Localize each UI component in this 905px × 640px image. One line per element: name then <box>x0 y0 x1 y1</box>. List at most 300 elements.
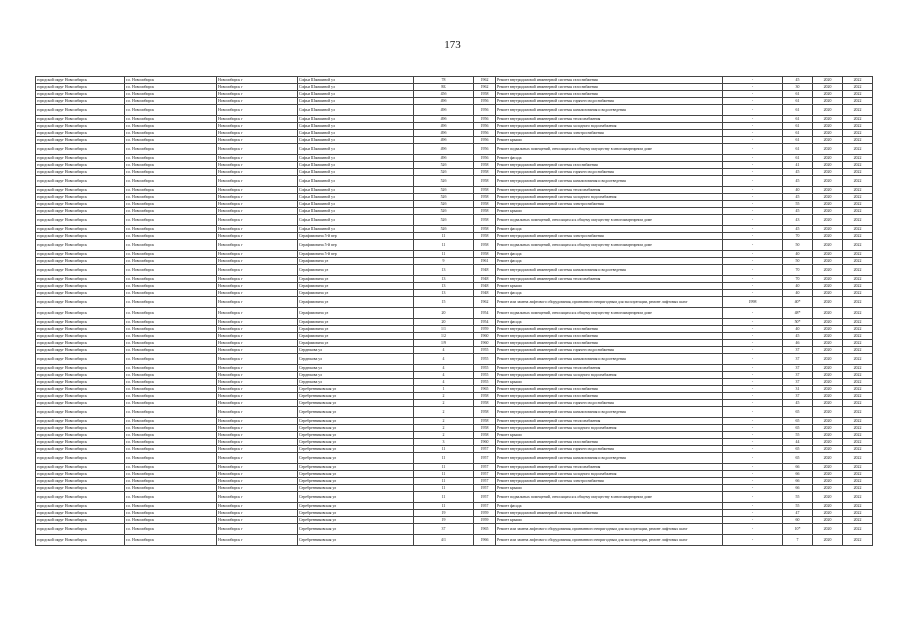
build-year-cell: 1958 <box>474 400 496 407</box>
city-district-cell: г.о. Новосибирск <box>125 439 217 446</box>
locality-cell: Новосибирск г <box>217 77 298 84</box>
work-type-cell: Ремонт внутридомовой инженерной системы холодного водоснабжения <box>496 123 723 130</box>
wear-percent-cell: 66 <box>783 485 813 492</box>
municipal-district-cell: городской округ Новосибирск <box>36 130 125 137</box>
municipal-district-cell: городской округ Новосибирск <box>36 453 125 464</box>
build-year-cell: 1957 <box>474 485 496 492</box>
city-district-cell: г.о. Новосибирск <box>125 503 217 510</box>
plan-start-cell: 2020 <box>813 503 843 510</box>
street-cell: Серафимовича ул <box>298 283 414 290</box>
build-year-cell: 1958 <box>474 187 496 194</box>
table-row <box>36 187 873 194</box>
municipal-district-cell: городской округ Новосибирск <box>36 333 125 340</box>
lift-year-cell: - <box>723 98 783 105</box>
table-body <box>36 77 873 546</box>
plan-end-cell: 2022 <box>843 251 873 258</box>
city-district-cell: г.о. Новосибирск <box>125 208 217 215</box>
municipal-district-cell: городской округ Новосибирск <box>36 251 125 258</box>
build-year-cell: 1958 <box>474 425 496 432</box>
plan-end-cell: 2022 <box>843 144 873 155</box>
work-type-cell: Ремонт внутридомовой инженерной системы теплоснабжения <box>496 464 723 471</box>
municipal-district-cell: городской округ Новосибирск <box>36 144 125 155</box>
plan-start-cell: 2020 <box>813 319 843 326</box>
locality-cell: Новосибирск г <box>217 98 298 105</box>
municipal-district-cell: городской округ Новосибирск <box>36 464 125 471</box>
table-row <box>36 233 873 240</box>
street-cell: Софьи Шамшиной ул <box>298 105 414 116</box>
plan-start-cell: 2020 <box>813 155 843 162</box>
plan-end-cell: 2022 <box>843 464 873 471</box>
table-row <box>36 510 873 517</box>
table-row <box>36 418 873 425</box>
house-number-cell: 4 <box>414 347 474 354</box>
street-cell: Серафимовича ул <box>298 319 414 326</box>
plan-end-cell: 2022 <box>843 340 873 347</box>
street-cell: Софьи Шамшиной ул <box>298 84 414 91</box>
work-type-cell: Ремонт внутридомовой инженерной системы канализования и водоотведения <box>496 176 723 187</box>
lift-year-cell: - <box>723 372 783 379</box>
lift-year-cell: - <box>723 276 783 283</box>
city-district-cell: г.о. Новосибирск <box>125 226 217 233</box>
house-number-cell: 20 <box>414 308 474 319</box>
municipal-district-cell: городской округ Новосибирск <box>36 400 125 407</box>
city-district-cell: г.о. Новосибирск <box>125 258 217 265</box>
house-number-cell: 19 <box>414 517 474 524</box>
work-type-cell: Ремонт внутридомовой инженерной системы горячего водоснабжения <box>496 347 723 354</box>
house-number-cell: 49б <box>414 137 474 144</box>
city-district-cell: г.о. Новосибирск <box>125 326 217 333</box>
street-cell: Сердюкова ул <box>298 379 414 386</box>
municipal-district-cell: городской округ Новосибирск <box>36 503 125 510</box>
wear-percent-cell: 43 <box>783 215 813 226</box>
build-year-cell: 1961 <box>474 258 496 265</box>
municipal-district-cell: городской округ Новосибирск <box>36 485 125 492</box>
city-district-cell: г.о. Новосибирск <box>125 432 217 439</box>
build-year-cell: 1958 <box>474 208 496 215</box>
plan-start-cell: 2020 <box>813 418 843 425</box>
table-row <box>36 130 873 137</box>
city-district-cell: г.о. Новосибирск <box>125 162 217 169</box>
street-cell: Серебренниковская ул <box>298 418 414 425</box>
locality-cell: Новосибирск г <box>217 393 298 400</box>
plan-start-cell: 2020 <box>813 201 843 208</box>
wear-percent-cell: 50 <box>783 240 813 251</box>
build-year-cell: 1958 <box>474 226 496 233</box>
street-cell: Серебренниковская ул <box>298 471 414 478</box>
city-district-cell: г.о. Новосибирск <box>125 176 217 187</box>
house-number-cell: 2 <box>414 425 474 432</box>
city-district-cell: г.о. Новосибирск <box>125 283 217 290</box>
house-number-cell: 11 <box>414 233 474 240</box>
street-cell: Сердюкова ул <box>298 354 414 365</box>
work-type-cell: Ремонт внутридомовой инженерной системы холодного водоснабжения <box>496 471 723 478</box>
plan-start-cell: 2020 <box>813 372 843 379</box>
street-cell: Серафимовича ул <box>298 308 414 319</box>
build-year-cell: 1960 <box>474 340 496 347</box>
lift-year-cell: - <box>723 240 783 251</box>
table-row <box>36 283 873 290</box>
wear-percent-cell: 37 <box>783 354 813 365</box>
table-row <box>36 347 873 354</box>
plan-end-cell: 2022 <box>843 425 873 432</box>
build-year-cell: 1962 <box>474 84 496 91</box>
municipal-district-cell: городской округ Новосибирск <box>36 162 125 169</box>
wear-percent-cell: 61 <box>783 116 813 123</box>
plan-start-cell: 2020 <box>813 340 843 347</box>
work-type-cell: Ремонт внутридомовой инженерной системы горячего водоснабжения <box>496 169 723 176</box>
house-number-cell: 4 <box>414 354 474 365</box>
house-number-cell: 52б <box>414 215 474 226</box>
plan-start-cell: 2020 <box>813 386 843 393</box>
locality-cell: Новосибирск г <box>217 144 298 155</box>
wear-percent-cell: 61 <box>783 98 813 105</box>
municipal-district-cell: городской округ Новосибирск <box>36 233 125 240</box>
lift-year-cell: - <box>723 208 783 215</box>
work-type-cell: Ремонт внутридомовой инженерной системы электроснабжения <box>496 201 723 208</box>
locality-cell: Новосибирск г <box>217 297 298 308</box>
plan-start-cell: 2020 <box>813 326 843 333</box>
work-type-cell: Ремонт внутридомовой инженерной системы канализования и водоотведения <box>496 354 723 365</box>
city-district-cell: г.о. Новосибирск <box>125 144 217 155</box>
locality-cell: Новосибирск г <box>217 485 298 492</box>
locality-cell: Новосибирск г <box>217 215 298 226</box>
plan-start-cell: 2020 <box>813 492 843 503</box>
street-cell: Софьи Шамшиной ул <box>298 91 414 98</box>
build-year-cell: 1958 <box>474 215 496 226</box>
street-cell: Сердюкова ул <box>298 372 414 379</box>
wear-percent-cell: 45 <box>783 226 813 233</box>
build-year-cell: 1962 <box>474 77 496 84</box>
plan-end-cell: 2022 <box>843 187 873 194</box>
lift-year-cell: - <box>723 354 783 365</box>
house-number-cell: 1/2 <box>414 333 474 340</box>
wear-percent-cell: 45 <box>783 169 813 176</box>
locality-cell: Новосибирск г <box>217 258 298 265</box>
street-cell: Софьи Шамшиной ул <box>298 123 414 130</box>
plan-end-cell: 2022 <box>843 116 873 123</box>
plan-start-cell: 2020 <box>813 425 843 432</box>
lift-year-cell: - <box>723 365 783 372</box>
lift-year-cell: - <box>723 407 783 418</box>
plan-end-cell: 2022 <box>843 492 873 503</box>
lift-year-cell: - <box>723 418 783 425</box>
build-year-cell: 1957 <box>474 478 496 485</box>
lift-year-cell: - <box>723 105 783 116</box>
wear-percent-cell: 44 <box>783 439 813 446</box>
table-row <box>36 326 873 333</box>
build-year-cell: 1959 <box>474 326 496 333</box>
house-number-cell: 1/9 <box>414 340 474 347</box>
wear-percent-cell: 40 <box>783 290 813 297</box>
work-type-cell: Ремонт внутридомовой инженерной системы газоснабжения <box>496 340 723 347</box>
lift-year-cell: - <box>723 492 783 503</box>
wear-percent-cell: 70 <box>783 233 813 240</box>
plan-start-cell: 2020 <box>813 333 843 340</box>
table-row <box>36 240 873 251</box>
plan-start-cell: 2020 <box>813 283 843 290</box>
municipal-district-cell: городской округ Новосибирск <box>36 226 125 233</box>
municipal-district-cell: городской округ Новосибирск <box>36 326 125 333</box>
lift-year-cell: - <box>723 123 783 130</box>
wear-percent-cell: 61 <box>783 137 813 144</box>
house-number-cell: 11 <box>414 446 474 453</box>
table-row <box>36 84 873 91</box>
city-district-cell: г.о. Новосибирск <box>125 169 217 176</box>
table-row <box>36 432 873 439</box>
wear-percent-cell: 37 <box>783 393 813 400</box>
wear-percent-cell: 46 <box>783 340 813 347</box>
lift-year-cell: - <box>723 432 783 439</box>
street-cell: Софьи Шамшиной ул <box>298 194 414 201</box>
house-number-cell: 1 <box>414 386 474 393</box>
work-type-cell: Ремонт внутридомовой инженерной системы газоснабжения <box>496 333 723 340</box>
work-type-cell: Ремонт или замена лифтового оборудования, признанного непригодным для эксплуатации, ремонт лифтовых шахт <box>496 524 723 535</box>
build-year-cell: 1962 <box>474 297 496 308</box>
table-row <box>36 478 873 485</box>
lift-year-cell: - <box>723 137 783 144</box>
street-cell: Серебренниковская ул <box>298 510 414 517</box>
locality-cell: Новосибирск г <box>217 123 298 130</box>
city-district-cell: г.о. Новосибирск <box>125 187 217 194</box>
work-type-cell: Ремонт фасада <box>496 290 723 297</box>
build-year-cell: 1956 <box>474 137 496 144</box>
house-number-cell: 45б <box>414 91 474 98</box>
table-row <box>36 194 873 201</box>
lift-year-cell: - <box>723 535 783 546</box>
locality-cell: Новосибирск г <box>217 208 298 215</box>
plan-start-cell: 2020 <box>813 169 843 176</box>
street-cell: Софьи Шамшиной ул <box>298 187 414 194</box>
capital-repair-table <box>35 76 873 546</box>
plan-end-cell: 2022 <box>843 407 873 418</box>
locality-cell: Новосибирск г <box>217 233 298 240</box>
house-number-cell: 52б <box>414 176 474 187</box>
lift-year-cell: - <box>723 130 783 137</box>
plan-end-cell: 2022 <box>843 283 873 290</box>
city-district-cell: г.о. Новосибирск <box>125 464 217 471</box>
lift-year-cell: - <box>723 84 783 91</box>
municipal-district-cell: городской округ Новосибирск <box>36 98 125 105</box>
plan-end-cell: 2022 <box>843 98 873 105</box>
build-year-cell: 1958 <box>474 251 496 258</box>
house-number-cell: 11 <box>414 453 474 464</box>
plan-start-cell: 2020 <box>813 276 843 283</box>
city-district-cell: г.о. Новосибирск <box>125 517 217 524</box>
house-number-cell: 9 <box>414 258 474 265</box>
build-year-cell: 1954 <box>474 308 496 319</box>
street-cell: Сердюкова ул <box>298 347 414 354</box>
lift-year-cell: 1998 <box>723 297 783 308</box>
plan-start-cell: 2020 <box>813 208 843 215</box>
municipal-district-cell: городской округ Новосибирск <box>36 386 125 393</box>
city-district-cell: г.о. Новосибирск <box>125 290 217 297</box>
lift-year-cell: - <box>723 176 783 187</box>
plan-end-cell: 2022 <box>843 308 873 319</box>
wear-percent-cell: 37 <box>783 372 813 379</box>
wear-percent-cell: 61 <box>783 105 813 116</box>
house-number-cell: 2 <box>414 400 474 407</box>
city-district-cell: г.о. Новосибирск <box>125 393 217 400</box>
street-cell: Серафимовича ул <box>298 340 414 347</box>
work-type-cell: Ремонт внутридомовой инженерной системы газоснабжения <box>496 326 723 333</box>
street-cell: Серебренниковская ул <box>298 386 414 393</box>
table-row <box>36 123 873 130</box>
locality-cell: Новосибирск г <box>217 386 298 393</box>
table-row <box>36 379 873 386</box>
city-district-cell: г.о. Новосибирск <box>125 453 217 464</box>
table-row <box>36 485 873 492</box>
table-row <box>36 258 873 265</box>
plan-start-cell: 2020 <box>813 308 843 319</box>
locality-cell: Новосибирск г <box>217 130 298 137</box>
wear-percent-cell: 65 <box>783 446 813 453</box>
plan-end-cell: 2022 <box>843 347 873 354</box>
plan-start-cell: 2020 <box>813 432 843 439</box>
plan-start-cell: 2020 <box>813 144 843 155</box>
work-type-cell: Ремонт крыши <box>496 137 723 144</box>
house-number-cell: 13 <box>414 290 474 297</box>
municipal-district-cell: городской округ Новосибирск <box>36 308 125 319</box>
build-year-cell: 1948 <box>474 276 496 283</box>
table-row <box>36 208 873 215</box>
lift-year-cell: - <box>723 379 783 386</box>
work-type-cell: Ремонт фасада <box>496 226 723 233</box>
table-row <box>36 215 873 226</box>
plan-end-cell: 2022 <box>843 276 873 283</box>
wear-percent-cell: 66 <box>783 464 813 471</box>
lift-year-cell: - <box>723 464 783 471</box>
table-row <box>36 176 873 187</box>
work-type-cell: Ремонт крыши <box>496 283 723 290</box>
lift-year-cell: - <box>723 471 783 478</box>
table-row <box>36 354 873 365</box>
lift-year-cell: - <box>723 201 783 208</box>
wear-percent-cell: 31 <box>783 386 813 393</box>
plan-end-cell: 2022 <box>843 123 873 130</box>
house-number-cell: 52б <box>414 187 474 194</box>
wear-percent-cell: 37 <box>783 365 813 372</box>
city-district-cell: г.о. Новосибирск <box>125 400 217 407</box>
house-number-cell: 49б <box>414 116 474 123</box>
street-cell: Серебренниковская ул <box>298 524 414 535</box>
work-type-cell: Ремонт крыши <box>496 485 723 492</box>
plan-start-cell: 2020 <box>813 226 843 233</box>
lift-year-cell: - <box>723 333 783 340</box>
street-cell: Софьи Шамшиной ул <box>298 162 414 169</box>
street-cell: Серафимовича ул <box>298 333 414 340</box>
locality-cell: Новосибирск г <box>217 290 298 297</box>
plan-end-cell: 2022 <box>843 517 873 524</box>
municipal-district-cell: городской округ Новосибирск <box>36 319 125 326</box>
street-cell: Софьи Шамшиной ул <box>298 201 414 208</box>
house-number-cell: 37 <box>414 524 474 535</box>
municipal-district-cell: городской округ Новосибирск <box>36 407 125 418</box>
street-cell: Серебренниковская ул <box>298 432 414 439</box>
work-type-cell: Ремонт подвальных помещений, относящихся к общему имуществу в многоквартирном доме <box>496 215 723 226</box>
work-type-cell: Ремонт внутридомовой инженерной системы теплоснабжения <box>496 276 723 283</box>
municipal-district-cell: городской округ Новосибирск <box>36 105 125 116</box>
city-district-cell: г.о. Новосибирск <box>125 251 217 258</box>
table-row <box>36 297 873 308</box>
city-district-cell: г.о. Новосибирск <box>125 319 217 326</box>
table-row <box>36 251 873 258</box>
municipal-district-cell: городской округ Новосибирск <box>36 201 125 208</box>
work-type-cell: Ремонт внутридомовой инженерной системы холодного водоснабжения <box>496 372 723 379</box>
municipal-district-cell: городской округ Новосибирск <box>36 116 125 123</box>
wear-percent-cell: 55 <box>783 503 813 510</box>
locality-cell: Новосибирск г <box>217 471 298 478</box>
house-number-cell: 52б <box>414 201 474 208</box>
locality-cell: Новосибирск г <box>217 116 298 123</box>
build-year-cell: 1948 <box>474 290 496 297</box>
work-type-cell: Ремонт внутридомовой инженерной системы канализования и водоотведения <box>496 265 723 276</box>
locality-cell: Новосибирск г <box>217 478 298 485</box>
plan-end-cell: 2022 <box>843 233 873 240</box>
plan-start-cell: 2020 <box>813 105 843 116</box>
locality-cell: Новосибирск г <box>217 425 298 432</box>
wear-percent-cell: 45 <box>783 400 813 407</box>
work-type-cell: Ремонт внутридомовой инженерной системы электроснабжения <box>496 478 723 485</box>
municipal-district-cell: городской округ Новосибирск <box>36 492 125 503</box>
lift-year-cell: - <box>723 319 783 326</box>
street-cell: Серебренниковская ул <box>298 517 414 524</box>
lift-year-cell: - <box>723 116 783 123</box>
plan-end-cell: 2022 <box>843 354 873 365</box>
municipal-district-cell: городской округ Новосибирск <box>36 432 125 439</box>
wear-percent-cell: 61 <box>783 144 813 155</box>
table-row <box>36 91 873 98</box>
wear-percent-cell: 45 <box>783 194 813 201</box>
plan-start-cell: 2020 <box>813 393 843 400</box>
house-number-cell: 49б <box>414 155 474 162</box>
plan-start-cell: 2020 <box>813 365 843 372</box>
build-year-cell: 1966 <box>474 535 496 546</box>
locality-cell: Новосибирск г <box>217 464 298 471</box>
plan-end-cell: 2022 <box>843 326 873 333</box>
plan-end-cell: 2022 <box>843 84 873 91</box>
work-type-cell: Ремонт внутридомовой инженерной системы газоснабжения <box>496 393 723 400</box>
plan-end-cell: 2022 <box>843 319 873 326</box>
locality-cell: Новосибирск г <box>217 347 298 354</box>
build-year-cell: 1958 <box>474 418 496 425</box>
house-number-cell: 2 <box>414 432 474 439</box>
locality-cell: Новосибирск г <box>217 510 298 517</box>
lift-year-cell: - <box>723 194 783 201</box>
lift-year-cell: - <box>723 155 783 162</box>
lift-year-cell: - <box>723 517 783 524</box>
plan-start-cell: 2020 <box>813 510 843 517</box>
house-number-cell: 49б <box>414 130 474 137</box>
house-number-cell: 52б <box>414 169 474 176</box>
street-cell: Серебренниковская ул <box>298 439 414 446</box>
street-cell: Серебренниковская ул <box>298 492 414 503</box>
street-cell: Серебренниковская ул <box>298 393 414 400</box>
plan-end-cell: 2022 <box>843 400 873 407</box>
wear-percent-cell: 65 <box>783 418 813 425</box>
plan-start-cell: 2020 <box>813 233 843 240</box>
house-number-cell: 4 <box>414 372 474 379</box>
city-district-cell: г.о. Новосибирск <box>125 425 217 432</box>
table-row <box>36 155 873 162</box>
locality-cell: Новосибирск г <box>217 365 298 372</box>
plan-end-cell: 2022 <box>843 176 873 187</box>
build-year-cell: 1965 <box>474 524 496 535</box>
plan-end-cell: 2022 <box>843 105 873 116</box>
wear-percent-cell: 37 <box>783 379 813 386</box>
street-cell: Софьи Шамшиной ул <box>298 130 414 137</box>
plan-start-cell: 2020 <box>813 400 843 407</box>
wear-percent-cell: 45 <box>783 208 813 215</box>
